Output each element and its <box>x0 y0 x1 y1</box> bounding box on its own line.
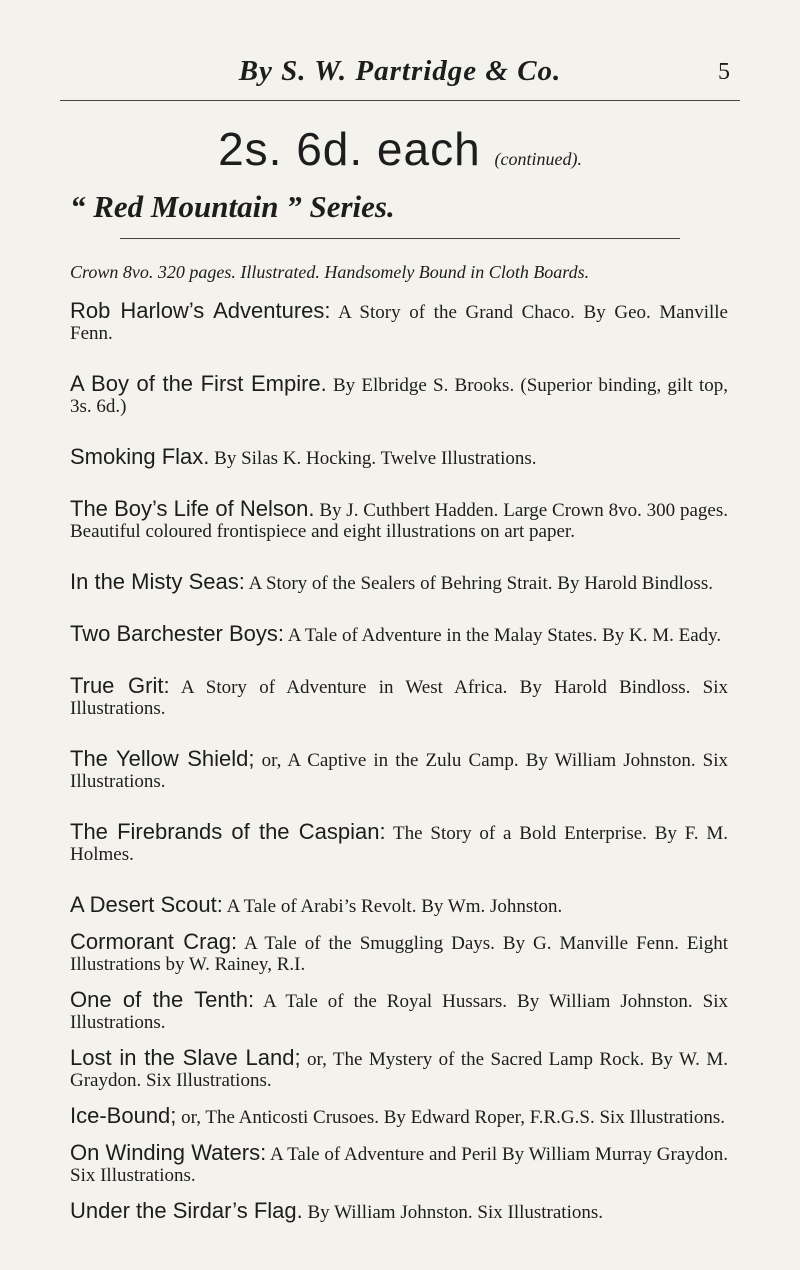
book-title: A Desert Scout: <box>70 892 223 917</box>
book-details: A Tale of the Royal Hussars. By William Johnston. Six Illustrations. <box>70 991 728 1033</box>
book-details: The Story of a Bold Enterprise. By F. M. Holmes. <box>70 823 728 865</box>
book-title: The Yellow Shield; <box>70 746 255 771</box>
book-details: By Silas K. Hocking. Twelve Illustrations. <box>214 448 537 469</box>
book-title: In the Misty Seas: <box>70 569 245 594</box>
book-entry <box>70 989 728 1033</box>
book-details: or, A Captive in the Zulu Camp. By William Johnston. Six Illustrations. <box>70 750 729 792</box>
book-entry <box>70 498 728 542</box>
book-title: Lost in the Slave Land; <box>70 1045 301 1070</box>
price-heading <box>0 122 800 176</box>
book-entry <box>70 623 728 646</box>
book-details: or, The Anticosti Crusoes. By Edward Roper, F.R.G.S. Six Illustrations. <box>181 1107 726 1128</box>
book-entry <box>70 675 728 719</box>
header-rule <box>60 100 740 101</box>
book-details: A Tale of Adventure in the Malay States. By K. M. Eady. <box>287 625 722 646</box>
running-title: By S. W. Partridge & Co. <box>238 55 562 87</box>
book-title: On Winding Waters: <box>70 1140 267 1165</box>
book-entry <box>70 1105 728 1128</box>
book-title: Rob Harlow’s Adventures: <box>70 298 331 323</box>
book-details: By J. Cuthbert Hadden. Large Crown 8vo. 300 pages. Beautiful coloured frontispiece and eight illustrations on art paper. <box>70 500 729 542</box>
book-details: A Story of the Grand Chaco. By Geo. Manville Fenn. <box>70 302 728 344</box>
book-entry <box>70 1200 728 1223</box>
book-entry <box>70 446 728 469</box>
book-title: Smoking Flax. <box>70 444 210 469</box>
book-entry <box>70 373 728 417</box>
book-title: Cormorant Crag: <box>70 929 238 954</box>
series-rule <box>120 238 680 239</box>
book-entry <box>70 748 728 792</box>
book-entry <box>70 300 728 344</box>
price-label: 2s. 6d. each <box>218 123 481 175</box>
running-head <box>0 55 800 95</box>
book-entry <box>70 821 728 865</box>
book-details: or, The Mystery of the Sacred Lamp Rock. By W. M. Graydon. Six Illustrations. <box>70 1049 728 1091</box>
book-title: A Boy of the First Empire. <box>70 371 327 396</box>
book-entry <box>70 931 728 975</box>
page-number: 5 <box>718 59 730 85</box>
format-spec: Crown 8vo. 320 pages. Illustrated. Handsomely Bound in Cloth Boards. <box>70 262 590 282</box>
book-title: The Firebrands of the Caspian: <box>70 819 386 844</box>
book-details: By William Johnston. Six Illustrations. <box>307 1202 604 1223</box>
book-title: Two Barchester Boys: <box>70 621 284 646</box>
book-title: Ice-Bound; <box>70 1103 177 1128</box>
book-entry <box>70 1142 728 1186</box>
book-details: A Story of Adventure in West Africa. By Harold Bindloss. Six Illustrations. <box>70 677 728 719</box>
book-entry <box>70 571 728 594</box>
book-details: A Tale of the Smuggling Days. By G. Manville Fenn. Eight Illustrations by W. Rainey, R.I. <box>70 933 728 975</box>
book-list <box>70 300 728 1223</box>
book-title: The Boy’s Life of Nelson. <box>70 496 315 521</box>
continued-note: (continued). <box>494 149 582 169</box>
book-details: A Story of the Sealers of Behring Strait. By Harold Bindloss. <box>248 573 713 594</box>
book-details: A Tale of Arabi’s Revolt. By Wm. Johnston. <box>226 896 563 917</box>
book-title: One of the Tenth: <box>70 987 255 1012</box>
book-entry <box>70 894 728 917</box>
book-entry <box>70 1047 728 1091</box>
book-details: By Elbridge S. Brooks. (Superior binding, gilt top, 3s. 6d.) <box>70 375 728 417</box>
book-details: A Tale of Adventure and Peril By William Murray Graydon. Six Illustrations. <box>70 1144 728 1186</box>
book-title: Under the Sirdar’s Flag. <box>70 1198 303 1223</box>
series-title: “ Red Mountain ” Series. <box>70 189 395 224</box>
book-title: True Grit: <box>70 673 170 698</box>
